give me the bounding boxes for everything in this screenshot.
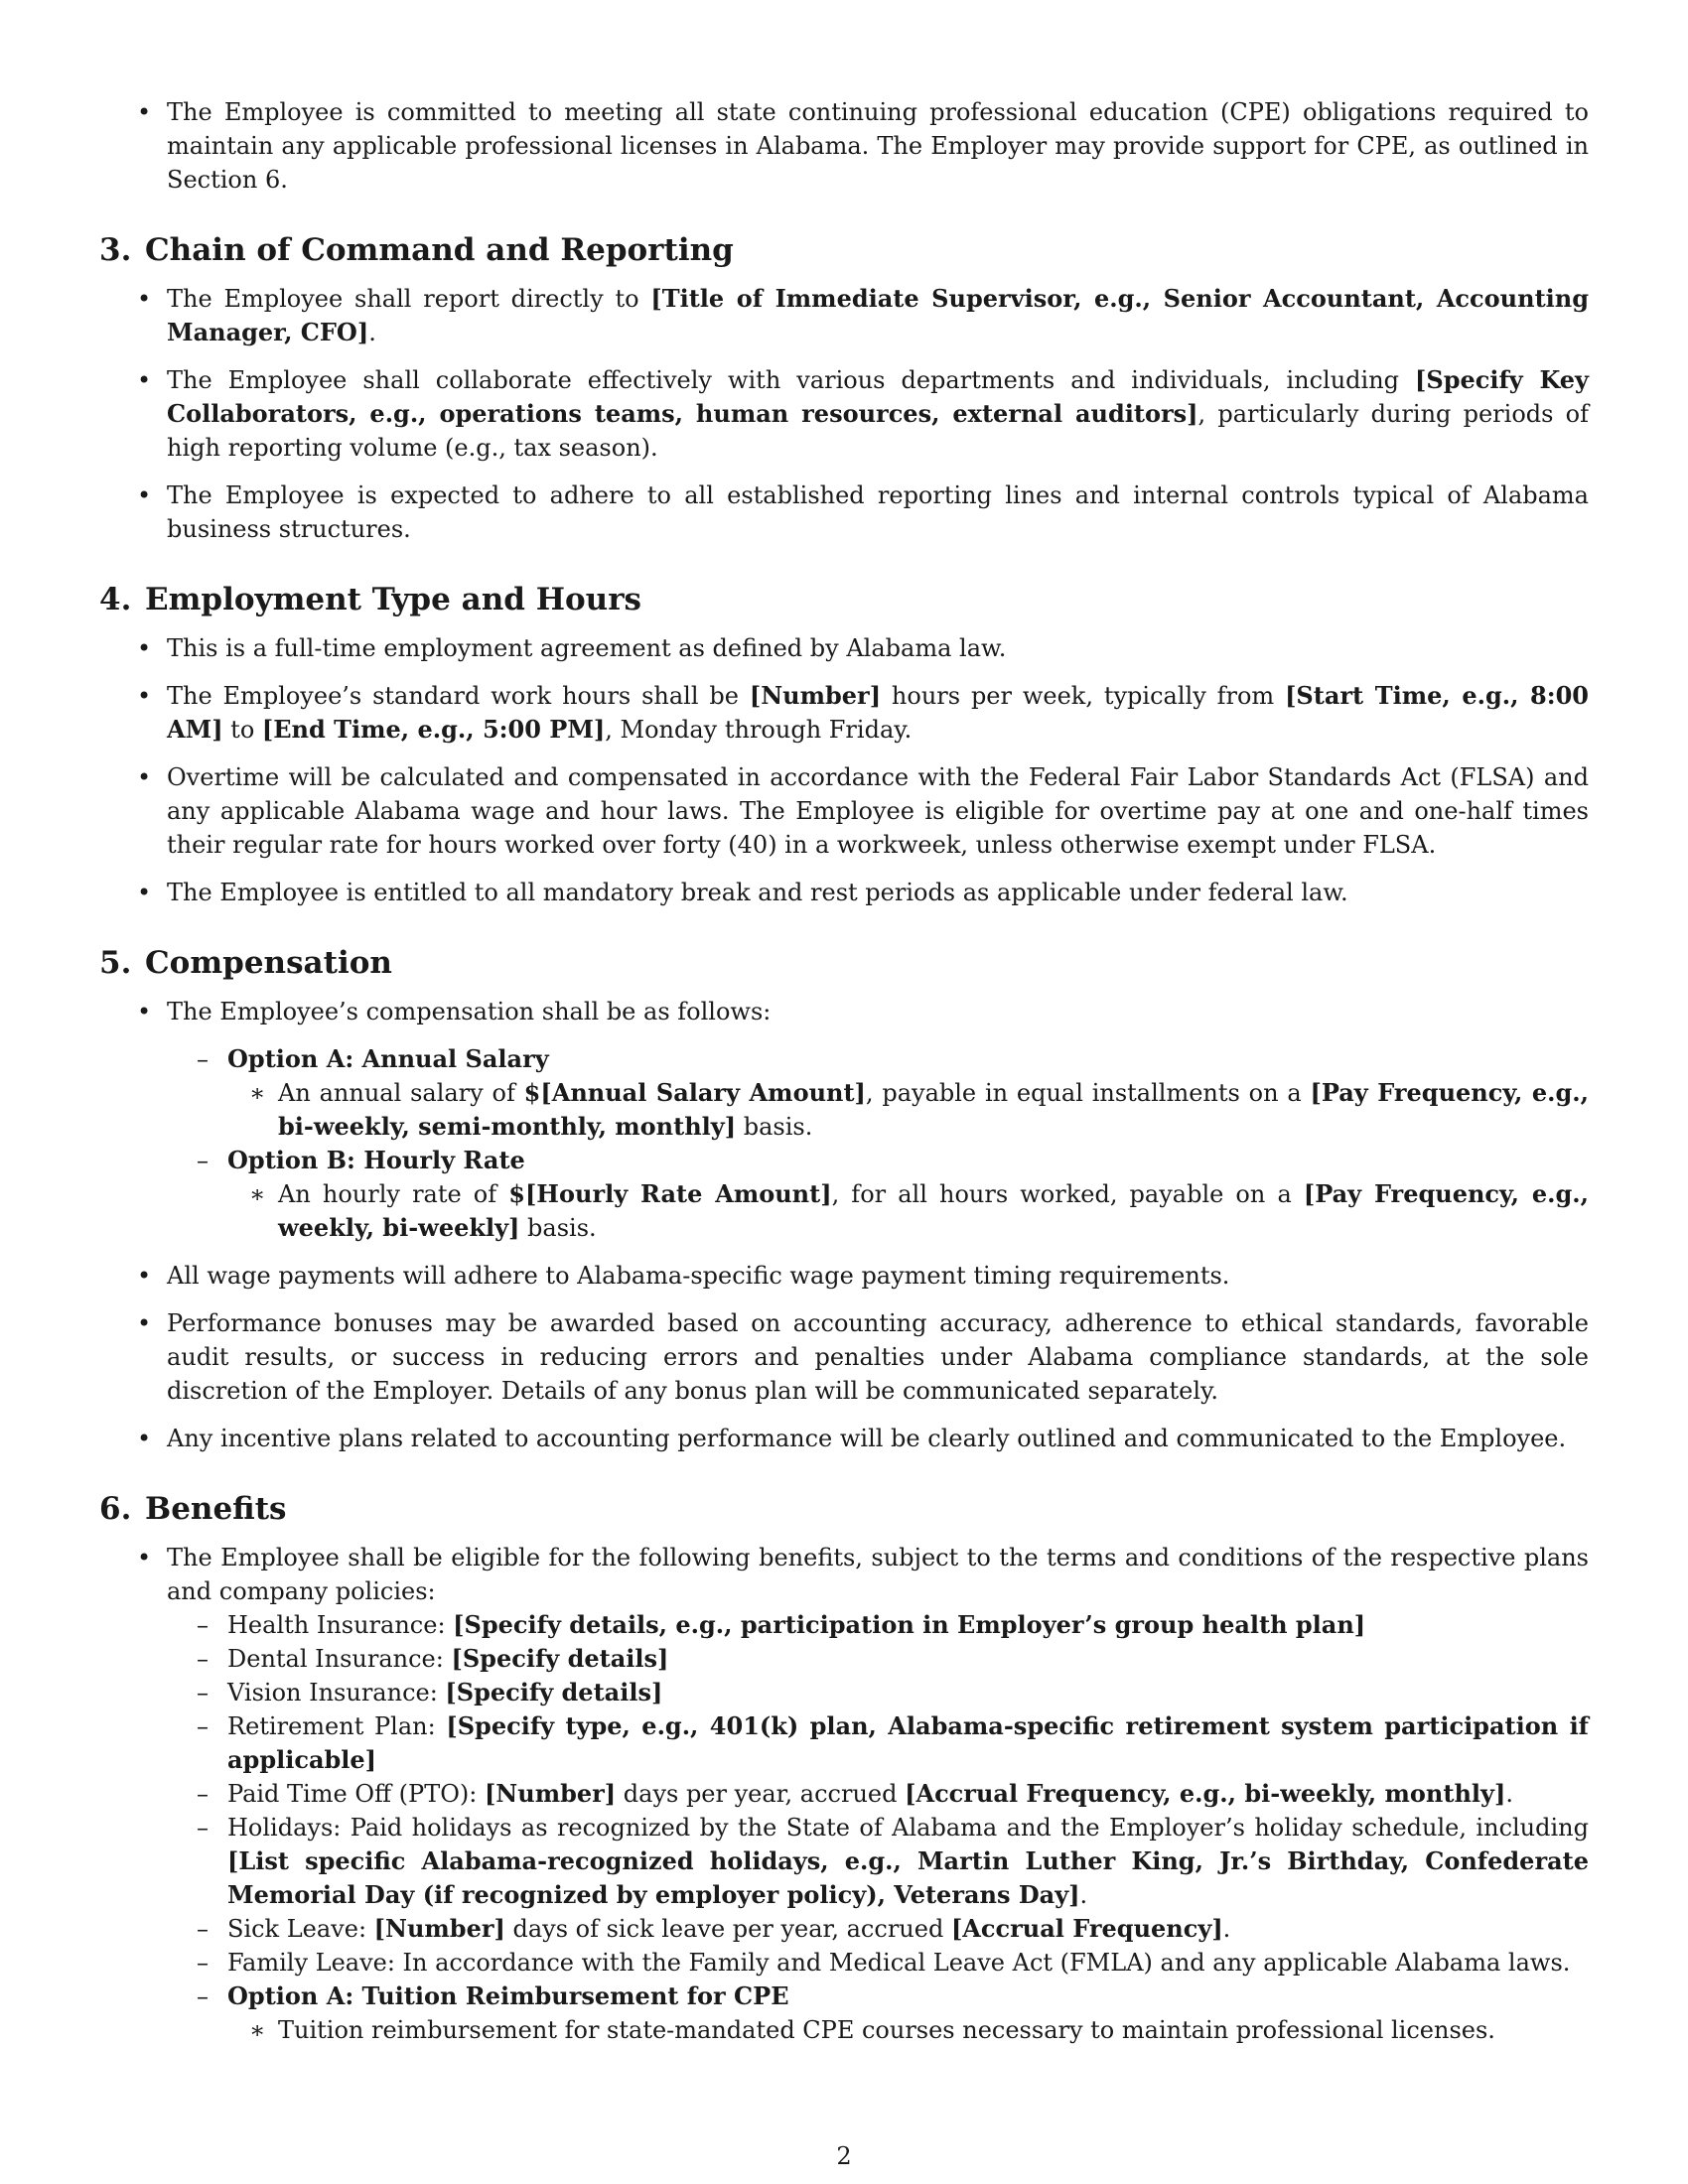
compensation-options	[167, 1042, 1589, 1245]
reporting-supervisor-item: • The Employee shall report directly to [Title of Immediate Supervisor, e.g., Senior Accountant, Accounting Manager, CFO].	[99, 282, 1589, 349]
retirement-plan: – Retirement Plan: [Specify type, e.g., 401(k) plan, Alabama-specific retirement system participation if applicable]	[167, 1709, 1589, 1777]
option-a-salary: – Option A: Annual Salary ∗ An annual salary of $[Annual Salary Amount], payable in equal installments on a [Pay Frequency, e.g., bi-weekly, semi-monthly, monthly] basis.	[167, 1042, 1589, 1144]
collaboration-item: • The Employee shall collaborate effectively with various departments and individuals, including [Specify Key Collaborators, e.g., operations teams, human resources, external auditors], particularly during periods of high reporting volume (e.g., tax season).	[99, 363, 1589, 465]
bonus-item: • Performance bonuses may be awarded based on accounting accuracy, adherence to ethical standards, favorable audit results, or success in reducing errors and penalties under Alabama compliance standards, at the sole discretion of the Employer. Details of any bonus plan will be communicated separately.	[99, 1306, 1589, 1408]
sick-leave: – Sick Leave: [Number] days of sick leave per year, accrued [Accrual Frequency].	[167, 1912, 1589, 1946]
holidays: – Holidays: Paid holidays as recognized by the State of Alabama and the Employer’s holiday schedule, including [List specific Alabama-recognized holidays, e.g., Martin Luther King, Jr.’s Birthday, Confederate Memorial Day (if recognized by employer policy), Veterans Day].	[167, 1811, 1589, 1912]
breaks-item: • The Employee is entitled to all mandatory break and rest periods as applicable under federal law.	[99, 876, 1589, 909]
overtime-item: • Overtime will be calculated and compensated in accordance with the Federal Fair Labor Standards Act (FLSA) and any applicable Alabama wage and hour laws. The Employee is eligible for overtime pay at one and one-half times their regular rate for hours worked over forty (40) in a workweek, unless otherwise exempt under FLSA.	[99, 760, 1589, 862]
reporting-lines-item: • The Employee is expected to adhere to all established reporting lines and internal controls typical of Alabama business structures.	[99, 478, 1589, 546]
health-insurance: – Health Insurance: [Specify details, e.g., participation in Employer’s group health plan]	[167, 1608, 1589, 1642]
section-4-heading: 4. Employment Type and Hours	[99, 582, 641, 617]
paid-time-off: – Paid Time Off (PTO): [Number] days per year, accrued [Accrual Frequency, e.g., bi-weekly, monthly].	[167, 1777, 1589, 1811]
option-b-hourly: – Option B: Hourly Rate ∗ An hourly rate of $[Hourly Rate Amount], for all hours worked, payable on a [Pay Frequency, e.g., weekly, bi-weekly] basis.	[167, 1144, 1589, 1245]
benefits-list	[167, 1608, 1589, 2047]
hourly-rate-detail: ∗ An hourly rate of $[Hourly Rate Amount], for all hours worked, payable on a [Pay Frequency, e.g., weekly, bi-weekly] basis.	[227, 1177, 1589, 1245]
full-time-item: • This is a full-time employment agreement as defined by Alabama law.	[99, 631, 1589, 665]
section-5-list	[99, 995, 1589, 1455]
family-leave: – Family Leave: In accordance with the Family and Medical Leave Act (FMLA) and any applicable Alabama laws.	[167, 1946, 1589, 1979]
section-5-heading: 5. Compensation	[99, 945, 392, 981]
cpe-obligation-item: • The Employee is committed to meeting all state continuing professional education (CPE) obligations required to maintain any applicable professional licenses in Alabama. The Employer may provide support for CPE, as outlined in Section 6.	[99, 95, 1589, 197]
document-page	[99, 95, 1589, 2061]
dental-insurance: – Dental Insurance: [Specify details]	[167, 1642, 1589, 1676]
compensation-item: • The Employee’s compensation shall be as follows: – Option A: Annual Salary ∗ An annual salary of $[Annual Salary Amount], payable in equal installments on a [Pay Frequency, e.g., bi-weekly, semi-monthly, monthly] basis. – Option B: Hourly Rate ∗ An hourly rate of $[Hourly Rate Amount], for all hours worked, payable on a [Pay Frequency, e.g., weekly, bi-weekly] basis.	[99, 995, 1589, 1245]
tuition-detail: ∗ Tuition reimbursement for state-mandated CPE courses necessary to maintain professional licenses.	[227, 2013, 1589, 2047]
section-3-list	[99, 282, 1589, 546]
benefits-item: • The Employee shall be eligible for the following benefits, subject to the terms and conditions of the respective plans and company policies: – Health Insurance: [Specify details, e.g., participation in Employer’s group health plan] – Dental Insurance: [Specify details] – Vision Insurance: [Specify details] – Retirement Plan: [Specify type, e.g., 401(k) plan, Alabama-specific retirement system participation if applicable] – Paid Time Off (PTO): [Number] days per year, accrued [Accrual Frequency, e.g., bi-weekly, monthly]. – Holidays: Paid holidays as recognized by the State of Alabama and the Employer’s holiday schedule, including [List specific Alabama-recognized holidays, e.g., Martin Luther King, Jr.’s Birthday, Confederate Memorial Day (if recognized by employer policy), Veterans Day]. – Sick Leave: [Number] days of sick leave per year, accrued [Accrual Frequency]. – Family Leave: In accordance with the Family and Medical Leave Act (FMLA) and any applicable Alabama laws. – Option A: Tuition Reimbursement for CPE ∗ Tuition reimbursement for state-mandated CPE courses necessary to maintain professional licenses.	[99, 1541, 1589, 2047]
section-6-heading: 6. Benefits	[99, 1491, 287, 1527]
option-a-tuition: – Option A: Tuition Reimbursement for CPE ∗ Tuition reimbursement for state-mandated CPE courses necessary to maintain professional licenses.	[167, 1979, 1589, 2047]
section-4-list	[99, 631, 1589, 909]
wage-timing-item: • All wage payments will adhere to Alabama-specific wage payment timing requirements.	[99, 1259, 1589, 1293]
annual-salary-detail: ∗ An annual salary of $[Annual Salary Amount], payable in equal installments on a [Pay Frequency, e.g., bi-weekly, semi-monthly, monthly] basis.	[227, 1076, 1589, 1144]
section-3-heading: 3. Chain of Command and Reporting	[99, 232, 734, 268]
section-6-list	[99, 1541, 1589, 2047]
cpe-bullet-list	[99, 95, 1589, 197]
work-hours-item: • The Employee’s standard work hours shall be [Number] hours per week, typically from [Start Time, e.g., 8:00 AM] to [End Time, e.g., 5:00 PM], Monday through Friday.	[99, 679, 1589, 747]
vision-insurance: – Vision Insurance: [Specify details]	[167, 1676, 1589, 1709]
incentive-item: • Any incentive plans related to accounting performance will be clearly outlined and communicated to the Employee.	[99, 1422, 1589, 1455]
page-number: 2	[836, 2142, 852, 2170]
